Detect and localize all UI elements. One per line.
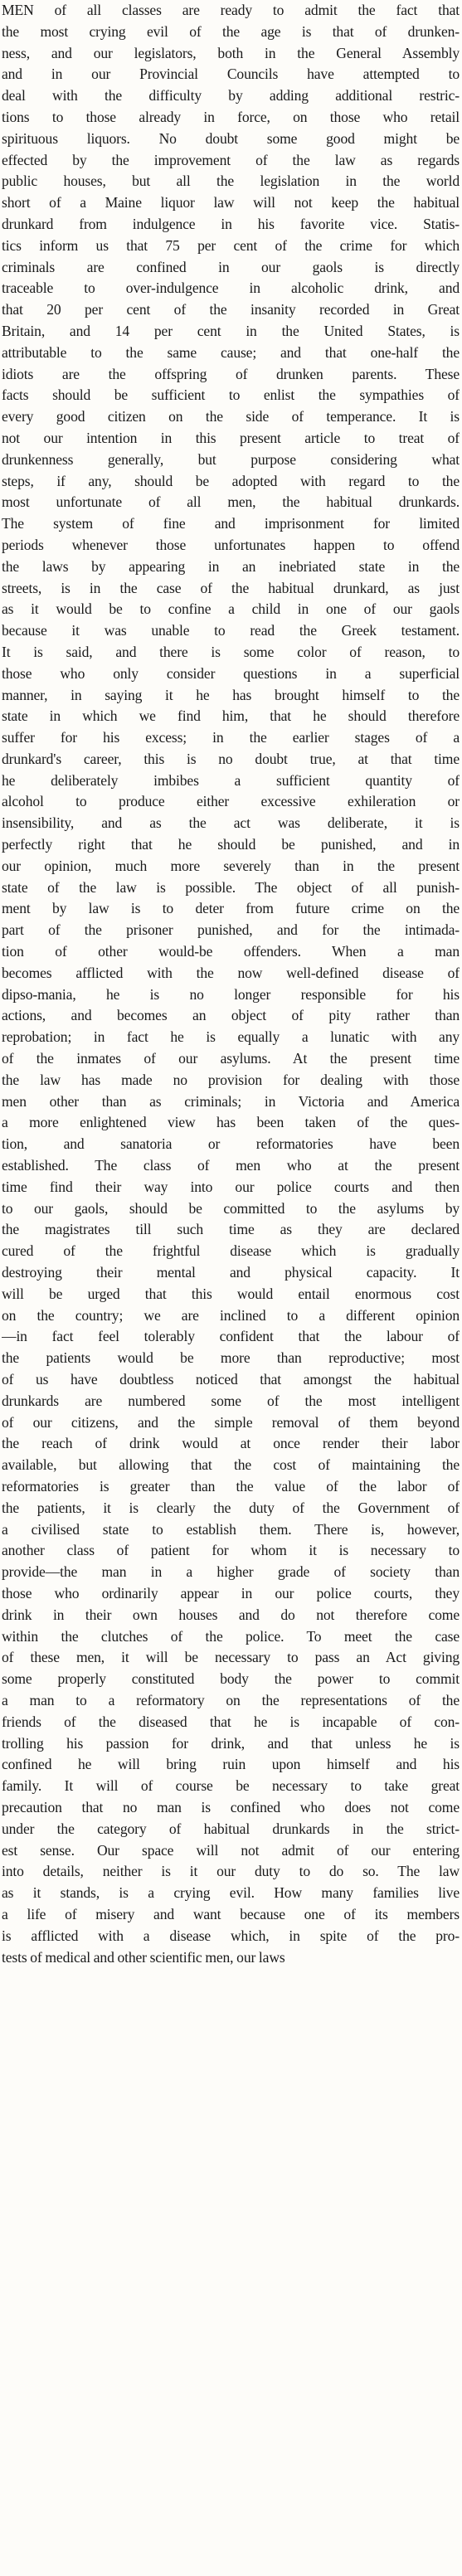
article-line: drunkard from indulgence in his favorite vice. Statis- xyxy=(2,215,460,232)
article-line: trolling his passion for drink, and that unless he is xyxy=(2,1734,460,1752)
article-line: those who ordinarily appear in our police courts, they xyxy=(2,1584,460,1601)
article-line: reprobation; in fact he is equally a lunatic with any xyxy=(2,1028,460,1046)
article-line: dipso-mania, he is no longer responsible for his xyxy=(2,985,460,1003)
article-line: cured of the frightful disease which is gradually xyxy=(2,1242,460,1260)
article-line: destroying their mental and physical capacity. It xyxy=(2,1264,460,1281)
article-line: attributable to the same cause; and that one-half the xyxy=(2,343,460,361)
article-line: part of the prisoner punished, and for the intimada- xyxy=(2,921,460,939)
article-line: It is said, and there is some color of reason, to xyxy=(2,643,460,660)
article-line: traceable to over-indulgence in alcoholic drink, and xyxy=(2,279,460,297)
article-line: perfectly right that he should be punished, and in xyxy=(2,836,460,853)
article-line: some properly constituted body the power to commit xyxy=(2,1670,460,1688)
article-line: the laws by appearing in an inebriated state in the xyxy=(2,557,460,575)
article-line: established. The class of men who at the present xyxy=(2,1157,460,1174)
article-line: not our intention in this present article to treat of xyxy=(2,429,460,446)
article-line: and in our Provincial Councils have attempted to xyxy=(2,66,460,83)
article-line: will be urged that this would entail enormous cost xyxy=(2,1285,460,1302)
article-line: every good citizen on the side of temperance. It is xyxy=(2,408,460,425)
article-line: another class of patient for whom it is necessary to xyxy=(2,1542,460,1559)
article-line: friends of the diseased that he is incapable of con- xyxy=(2,1713,460,1730)
article-line: ment by law is to deter from future crime on the xyxy=(2,900,460,917)
article-line: men other than as criminals; in Victoria and America xyxy=(2,1092,460,1110)
article-line: into details, neither is it our duty to do so. The law xyxy=(2,1863,460,1880)
article-line: a man to a reformatory on the representations of the xyxy=(2,1691,460,1708)
article-line: periods whenever those unfortunates happen to offend xyxy=(2,536,460,553)
article-line: within the clutches of the police. To meet the case xyxy=(2,1627,460,1645)
article-line: tics inform us that 75 per cent of the crime for which xyxy=(2,236,460,254)
article-line: the patients would be more than reproductive; most xyxy=(2,1349,460,1367)
article-line: the patients, it is clearly the duty of the Government of xyxy=(2,1499,460,1516)
article-line: public houses, but all the legislation in the world xyxy=(2,173,460,190)
article-line: the most crying evil of the age is that of drunken- xyxy=(2,22,460,40)
article-line: to our gaols, should be committed to the asylums by xyxy=(2,1199,460,1217)
article-line: becomes afflicted with the now well-defined disease of xyxy=(2,964,460,981)
article-line: actions, and becomes an object of pity rather than xyxy=(2,1007,460,1024)
article-line: tions to those already in force, on those who retail xyxy=(2,108,460,125)
article-line: state in which we find him, that he should therefore xyxy=(2,707,460,725)
article-line: state of the law is possible. The object of all punish- xyxy=(2,878,460,896)
article-line: —in fact feel tolerably confident that the labour of xyxy=(2,1328,460,1345)
article-line: steps, if any, should be adopted with regard to the xyxy=(2,472,460,489)
article-line: of us have doubtless noticed that amongst the habitual xyxy=(2,1371,460,1388)
article-line: Britain, and 14 per cent in the United States, is xyxy=(2,322,460,339)
article-line: on the country; we are inclined to a different opinion xyxy=(2,1306,460,1324)
article-line: time find their way into our police courts and then xyxy=(2,1178,460,1195)
article-line: confined he will bring ruin upon himself and his xyxy=(2,1756,460,1773)
article-line: because it was unable to read the Greek testament. xyxy=(2,622,460,639)
article-line: is afflicted with a disease which, in spite of the pro- xyxy=(2,1927,460,1944)
article-line: manner, in saying it he has brought himself to the xyxy=(2,686,460,703)
article-line: spirituous liquors. No doubt some good might be xyxy=(2,129,460,147)
article-line: drunkards are numbered some of the most intelligent xyxy=(2,1392,460,1409)
article-line: effected by the improvement of the law as regards xyxy=(2,151,460,168)
article-line: insensibility, and as the act was deliberate, it is xyxy=(2,814,460,832)
article-line: drink in their own houses and do not therefore come xyxy=(2,1606,460,1623)
article-line: precaution that no man is confined who does not come xyxy=(2,1798,460,1815)
article-line: The system of fine and imprisonment for limited xyxy=(2,515,460,532)
article-line: our opinion, much more severely than in the present xyxy=(2,857,460,874)
article-line: a life of misery and want because one of its members xyxy=(2,1905,460,1922)
article-line: under the category of habitual drunkards in the strict- xyxy=(2,1820,460,1837)
article-line: the reach of drink would at once render their labor xyxy=(2,1435,460,1452)
article-line: criminals are confined in our gaols is directly xyxy=(2,258,460,275)
article-line: provide—the man in a higher grade of society than xyxy=(2,1563,460,1581)
article-line: of our citizens, and the simple removal of them beyond xyxy=(2,1413,460,1431)
article-line: family. It will of course be necessary to take great xyxy=(2,1777,460,1795)
article-line: streets, is in the case of the habitual drunkard, as just xyxy=(2,579,460,596)
article-line: of the inmates of our asylums. At the present time xyxy=(2,1050,460,1067)
article-line: est sense. Our space will not admit of our entering xyxy=(2,1841,460,1859)
article-line: deal with the difficulty by adding additional restric- xyxy=(2,87,460,104)
article-line: drunkard's career, this is no doubt true, at that time xyxy=(2,750,460,767)
article-line: alcohol to produce either excessive exhileration or xyxy=(2,793,460,810)
article-column xyxy=(2,0,460,1968)
article-line: MEN of all classes are ready to admit the fact that xyxy=(2,2,460,18)
article-line: facts should be sufficient to enlist the sympathies of xyxy=(2,386,460,404)
article-line: as it would be to confine a child in one of our gaols xyxy=(2,600,460,618)
article-line: of these men, it will be necessary to pass an Act giving xyxy=(2,1649,460,1666)
article-line: ness, and our legislators, both in the General Assembly xyxy=(2,44,460,61)
article-line: tests of medical and other scientific men, our laws xyxy=(2,1948,285,1966)
article-line: a more enlightened view has been taken of the ques- xyxy=(2,1114,460,1131)
article-line: reformatories is greater than the value of the labor of xyxy=(2,1477,460,1495)
article-line: that 20 per cent of the insanity recorded in Great xyxy=(2,301,460,318)
article-line: those who only consider questions in a superficial xyxy=(2,664,460,682)
article-line: drunkenness generally, but purpose considering what xyxy=(2,450,460,468)
article-line: short of a Maine liquor law will not keep the habitual xyxy=(2,194,460,211)
article-line: available, but allowing that the cost of maintaining the xyxy=(2,1456,460,1474)
article-line: the law has made no provision for dealing with those xyxy=(2,1071,460,1088)
article-line: the magistrates till such time as they are declared xyxy=(2,1221,460,1238)
article-line: suffer for his excess; in the earlier stages of a xyxy=(2,729,460,746)
article-line: a civilised state to establish them. There is, however, xyxy=(2,1520,460,1538)
article-line: he deliberately imbibes a sufficient quantity of xyxy=(2,771,460,789)
article-line: idiots are the offspring of drunken parents. These xyxy=(2,365,460,382)
article-line: as it stands, is a crying evil. How many families live xyxy=(2,1884,460,1902)
article-line: most unfortunate of all men, the habitual drunkards. xyxy=(2,493,460,511)
article-line: tion, and sanatoria or reformatories have been xyxy=(2,1135,460,1153)
article-line: tion of other would-be offenders. When a man xyxy=(2,943,460,960)
